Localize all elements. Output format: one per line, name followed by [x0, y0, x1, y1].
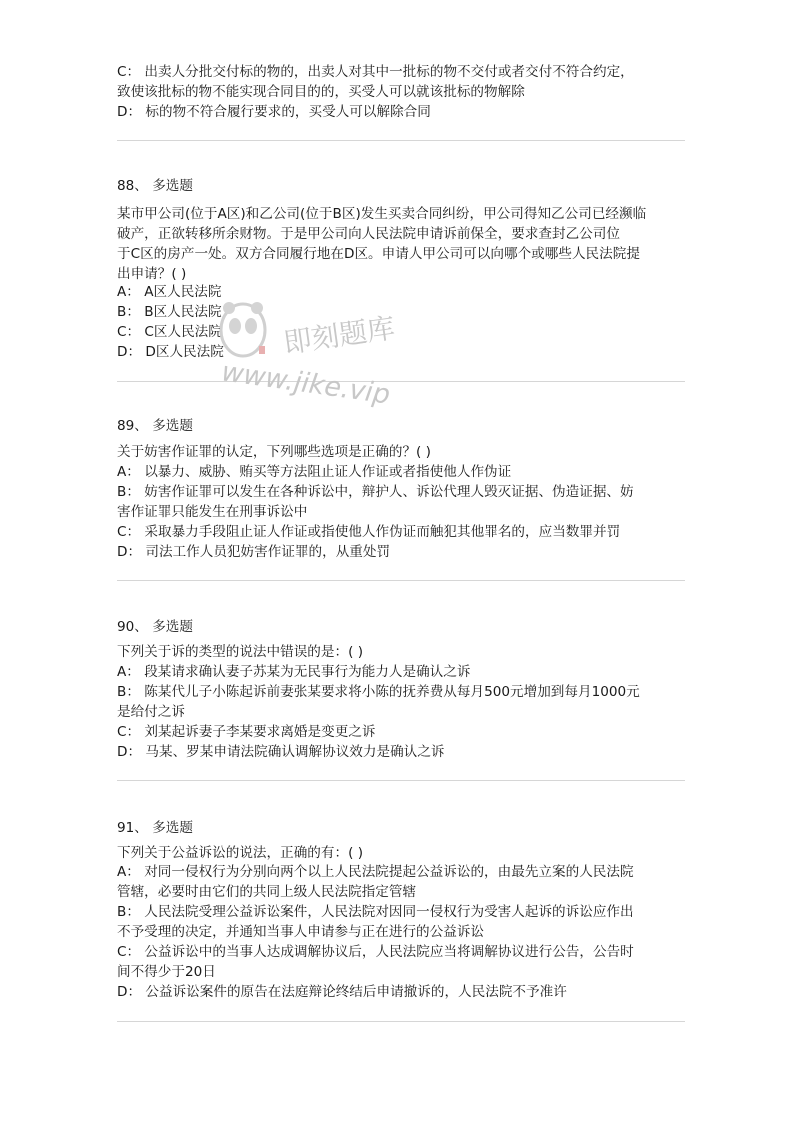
divider [117, 381, 685, 382]
q91-option-c-line2: 间不得少于20日 [117, 964, 216, 980]
q89-option-c: C： 采取暴力手段阻止证人作证或指使他人作伪证而触犯其他罪名的，应当数罪并罚 [117, 524, 621, 540]
q89-option-b-line1: B： 妨害作证罪可以发生在各种诉讼中，辩护人、诉讼代理人毁灭证据、伪造证据、妨 [117, 484, 634, 500]
q89-option-a: A： 以暴力、威胁、贿买等方法阻止证人作证或者指使他人作伪证 [117, 464, 512, 480]
q90-stem: 下列关于诉的类型的说法中错误的是：( ) [117, 644, 364, 660]
q91-option-b-line2: 不予受理的决定，并通知当事人申请参与正在进行的公益诉讼 [117, 924, 485, 940]
q88-stem-line: 于C区的房产一处。双方合同履行地在D区。申请人甲公司可以向哪个或哪些人民法院提 [117, 246, 640, 262]
q89-option-b-line2: 害作证罪只能发生在刑事诉讼中 [117, 504, 308, 520]
watermark-cn-text: 即刻题库 [281, 311, 397, 360]
q88-stem-line: 某市甲公司(位于A区)和乙公司(位于B区)发生买卖合同纠纷，甲公司得知乙公司已经濒临 [117, 206, 647, 222]
q88-stem-line: 破产，正欲转移所余财物。于是甲公司向人民法院申请诉前保全，要求查封乙公司位 [117, 226, 620, 242]
q91-option-b-line1: B： 人民法院受理公益诉讼案件，人民法院对因同一侵权行为受害人起诉的诉讼应作出 [117, 904, 634, 920]
q91-header: 91、 多选题 [117, 820, 193, 836]
divider [117, 1021, 685, 1022]
q90-option-c: C： 刘某起诉妻子李某要求离婚是变更之诉 [117, 724, 376, 740]
q89-stem: 关于妨害作证罪的认定，下列哪些选项是正确的？( ) [117, 444, 431, 460]
q87-option-d: D： 标的物不符合履行要求的，买受人可以解除合同 [117, 104, 431, 120]
q88-option-d: D： D区人民法院 [117, 344, 224, 360]
q91-option-a-line1: A： 对同一侵权行为分别向两个以上人民法院提起公益诉讼的，由最先立案的人民法院 [117, 864, 634, 880]
divider [117, 780, 685, 781]
q88-stem-line: 出申请？( ) [117, 266, 187, 282]
q90-header: 90、 多选题 [117, 619, 193, 635]
q89-header: 89、 多选题 [117, 418, 193, 434]
q91-option-a-line2: 管辖，必要时由它们的共同上级人民法院指定管辖 [117, 884, 417, 900]
q90-option-d: D： 马某、罗某申请法院确认调解协议效力是确认之诉 [117, 744, 445, 760]
divider [117, 140, 685, 141]
q90-option-b-line1: B： 陈某代儿子小陈起诉前妻张某要求将小陈的抚养费从每月500元增加到每月1000元 [117, 684, 640, 700]
q87-option-c-line2: 致使该批标的物不能实现合同目的的，买受人可以就该批标的物解除 [117, 84, 525, 100]
q88-header: 88、 多选题 [117, 178, 193, 194]
q88-option-b: B： B区人民法院 [117, 304, 222, 320]
q90-option-a: A： 段某请求确认妻子苏某为无民事行为能力人是确认之诉 [117, 664, 471, 680]
q87-option-c-line1: C： 出卖人分批交付标的物的，出卖人对其中一批标的物不交付或者交付不符合约定， [117, 64, 634, 80]
watermark-url-text: www.jike.vip [219, 356, 392, 411]
q88-option-c: C： C区人民法院 [117, 324, 222, 340]
divider [117, 580, 685, 581]
q91-option-d: D： 公益诉讼案件的原告在法庭辩论终结后申请撤诉的，人民法院不予准许 [117, 984, 567, 1000]
q91-option-c-line1: C： 公益诉讼中的当事人达成调解协议后，人民法院应当将调解协议进行公告，公告时 [117, 944, 634, 960]
q91-stem: 下列关于公益诉讼的说法，正确的有：( ) [117, 845, 364, 861]
q90-option-b-line2: 是给付之诉 [117, 704, 185, 720]
q88-option-a: A： A区人民法院 [117, 284, 222, 300]
q89-option-d: D： 司法工作人员犯妨害作证罪的，从重处罚 [117, 544, 391, 560]
